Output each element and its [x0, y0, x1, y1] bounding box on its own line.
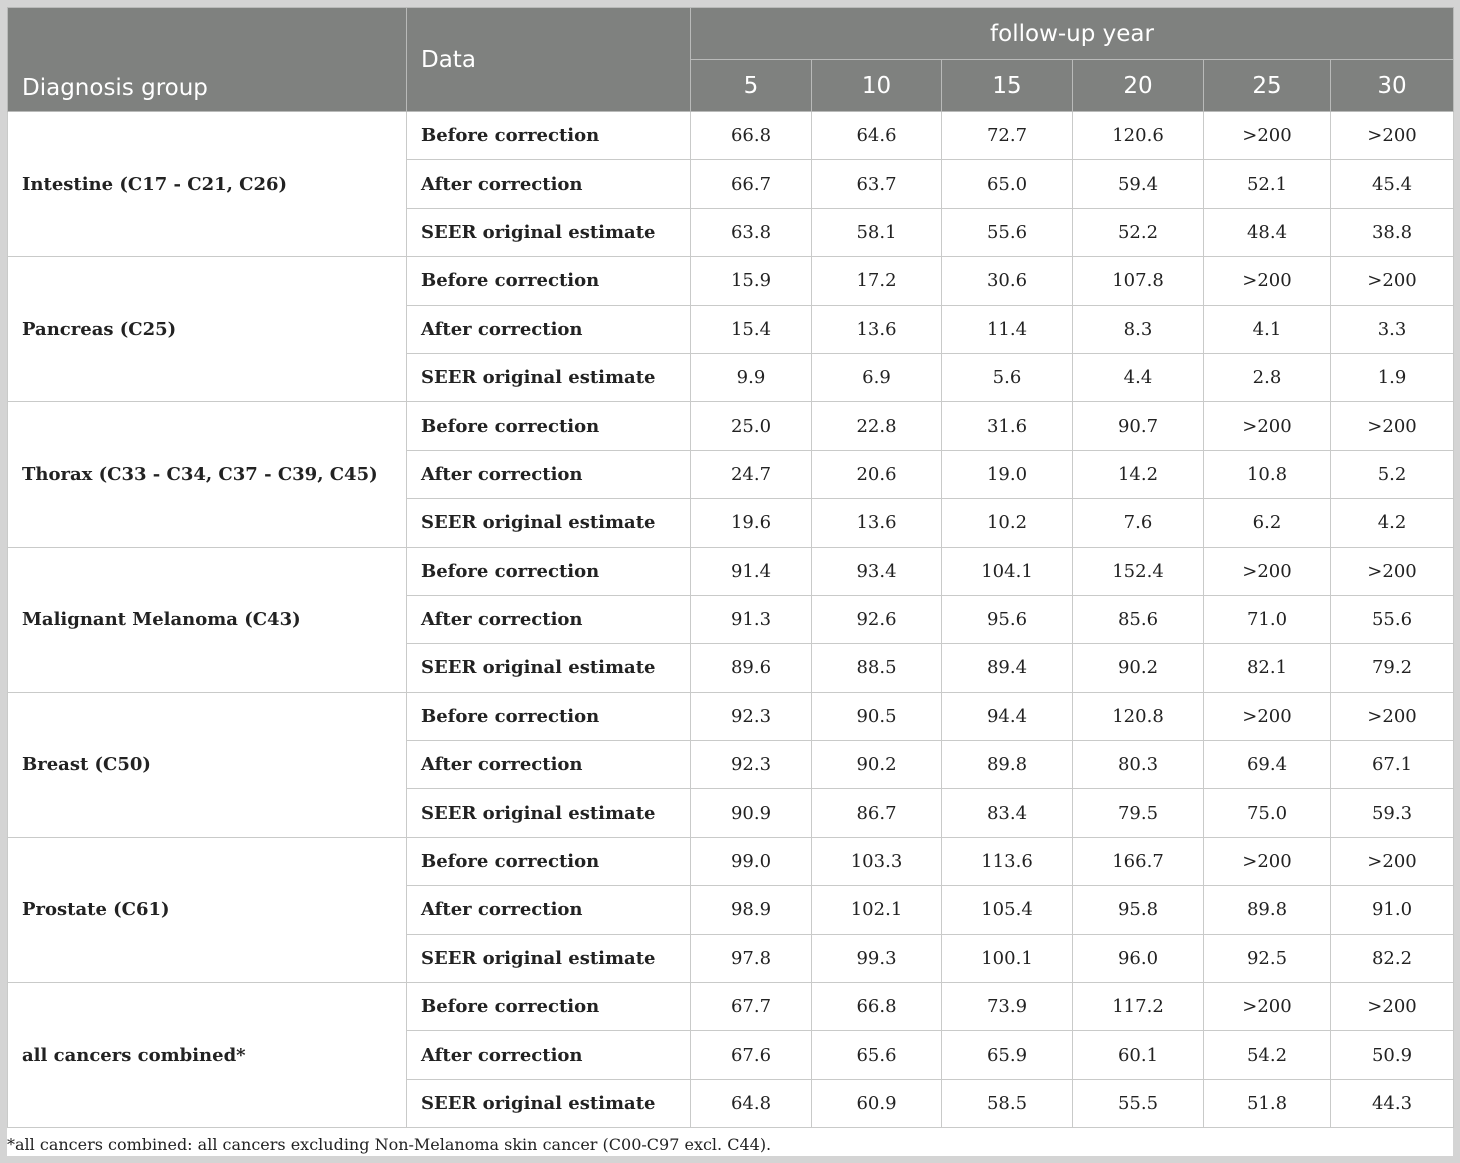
value-cell: 66.8: [691, 112, 812, 160]
value-cell: 8.3: [1073, 305, 1204, 353]
value-cell: 19.0: [942, 450, 1073, 498]
value-cell: >200: [1204, 983, 1331, 1031]
header-year: 30: [1331, 60, 1454, 112]
value-cell: 94.4: [942, 692, 1073, 740]
data-label-cell: Before correction: [407, 692, 691, 740]
value-cell: 59.4: [1073, 160, 1204, 208]
value-cell: >200: [1331, 257, 1454, 305]
survival-table: [7, 7, 1454, 1128]
data-label-cell: SEER original estimate: [407, 499, 691, 547]
value-cell: 71.0: [1204, 595, 1331, 643]
diagnosis-group-cell: Intestine (C17 - C21, C26): [8, 112, 407, 257]
value-cell: 92.3: [691, 692, 812, 740]
data-label-cell: After correction: [407, 305, 691, 353]
value-cell: 11.4: [942, 305, 1073, 353]
value-cell: 91.0: [1331, 886, 1454, 934]
data-label-cell: SEER original estimate: [407, 1079, 691, 1127]
value-cell: 2.8: [1204, 353, 1331, 401]
value-cell: >200: [1331, 983, 1454, 1031]
table-row: [8, 983, 1454, 1031]
value-cell: 83.4: [942, 789, 1073, 837]
value-cell: 69.4: [1204, 741, 1331, 789]
value-cell: 60.9: [812, 1079, 942, 1127]
value-cell: 59.3: [1331, 789, 1454, 837]
data-label-cell: SEER original estimate: [407, 353, 691, 401]
header-year: 15: [942, 60, 1073, 112]
value-cell: 52.1: [1204, 160, 1331, 208]
data-label-cell: Before correction: [407, 257, 691, 305]
value-cell: >200: [1204, 692, 1331, 740]
value-cell: 17.2: [812, 257, 942, 305]
value-cell: >200: [1204, 402, 1331, 450]
value-cell: 75.0: [1204, 789, 1331, 837]
header-year: 20: [1073, 60, 1204, 112]
value-cell: 22.8: [812, 402, 942, 450]
value-cell: 90.9: [691, 789, 812, 837]
value-cell: 92.6: [812, 595, 942, 643]
value-cell: 4.2: [1331, 499, 1454, 547]
data-label-cell: SEER original estimate: [407, 644, 691, 692]
header-year: 10: [812, 60, 942, 112]
value-cell: 89.4: [942, 644, 1073, 692]
value-cell: 10.2: [942, 499, 1073, 547]
value-cell: 67.6: [691, 1031, 812, 1079]
data-label-cell: Before correction: [407, 402, 691, 450]
value-cell: 99.3: [812, 934, 942, 982]
value-cell: 38.8: [1331, 208, 1454, 256]
value-cell: 97.8: [691, 934, 812, 982]
value-cell: 52.2: [1073, 208, 1204, 256]
value-cell: 25.0: [691, 402, 812, 450]
value-cell: 105.4: [942, 886, 1073, 934]
data-label-cell: Before correction: [407, 837, 691, 885]
value-cell: 63.7: [812, 160, 942, 208]
data-label-cell: After correction: [407, 741, 691, 789]
value-cell: 1.9: [1331, 353, 1454, 401]
value-cell: 30.6: [942, 257, 1073, 305]
value-cell: 58.5: [942, 1079, 1073, 1127]
value-cell: 95.6: [942, 595, 1073, 643]
value-cell: 15.9: [691, 257, 812, 305]
value-cell: 4.4: [1073, 353, 1204, 401]
value-cell: 117.2: [1073, 983, 1204, 1031]
data-label-cell: After correction: [407, 595, 691, 643]
value-cell: 113.6: [942, 837, 1073, 885]
value-cell: 55.5: [1073, 1079, 1204, 1127]
value-cell: >200: [1331, 402, 1454, 450]
data-label-cell: SEER original estimate: [407, 934, 691, 982]
value-cell: 120.6: [1073, 112, 1204, 160]
value-cell: 92.5: [1204, 934, 1331, 982]
header-year: 25: [1204, 60, 1331, 112]
value-cell: 79.2: [1331, 644, 1454, 692]
header-follow-up-year: follow-up year: [691, 8, 1454, 60]
value-cell: 54.2: [1204, 1031, 1331, 1079]
value-cell: 6.9: [812, 353, 942, 401]
value-cell: 99.0: [691, 837, 812, 885]
value-cell: 3.3: [1331, 305, 1454, 353]
data-label-cell: After correction: [407, 1031, 691, 1079]
value-cell: >200: [1331, 837, 1454, 885]
table-body: [8, 112, 1454, 1128]
value-cell: 89.8: [1204, 886, 1331, 934]
value-cell: 100.1: [942, 934, 1073, 982]
value-cell: 102.1: [812, 886, 942, 934]
table-row: [8, 547, 1454, 595]
value-cell: 90.2: [812, 741, 942, 789]
value-cell: 60.1: [1073, 1031, 1204, 1079]
value-cell: 7.6: [1073, 499, 1204, 547]
value-cell: >200: [1331, 112, 1454, 160]
table-row: [8, 402, 1454, 450]
data-label-cell: Before correction: [407, 983, 691, 1031]
table-row: [8, 257, 1454, 305]
value-cell: 89.8: [942, 741, 1073, 789]
value-cell: 103.3: [812, 837, 942, 885]
value-cell: 20.6: [812, 450, 942, 498]
value-cell: 10.8: [1204, 450, 1331, 498]
table-row: [8, 837, 1454, 885]
diagnosis-group-cell: Thorax (C33 - C34, C37 - C39, C45): [8, 402, 407, 547]
header-diagnosis-group: Diagnosis group: [8, 8, 407, 112]
value-cell: 65.9: [942, 1031, 1073, 1079]
value-cell: >200: [1204, 257, 1331, 305]
data-label-cell: After correction: [407, 886, 691, 934]
value-cell: 85.6: [1073, 595, 1204, 643]
value-cell: 107.8: [1073, 257, 1204, 305]
value-cell: 45.4: [1331, 160, 1454, 208]
value-cell: >200: [1331, 692, 1454, 740]
value-cell: 51.8: [1204, 1079, 1331, 1127]
value-cell: 58.1: [812, 208, 942, 256]
value-cell: >200: [1331, 547, 1454, 595]
value-cell: >200: [1204, 837, 1331, 885]
value-cell: 120.8: [1073, 692, 1204, 740]
value-cell: >200: [1204, 547, 1331, 595]
diagnosis-group-cell: Prostate (C61): [8, 837, 407, 982]
data-label-cell: After correction: [407, 160, 691, 208]
data-label-cell: SEER original estimate: [407, 789, 691, 837]
value-cell: 166.7: [1073, 837, 1204, 885]
table-frame: [7, 7, 1453, 1156]
value-cell: 65.6: [812, 1031, 942, 1079]
value-cell: 63.8: [691, 208, 812, 256]
value-cell: 50.9: [1331, 1031, 1454, 1079]
value-cell: 82.2: [1331, 934, 1454, 982]
diagnosis-group-cell: all cancers combined*: [8, 983, 407, 1128]
value-cell: 93.4: [812, 547, 942, 595]
value-cell: 90.2: [1073, 644, 1204, 692]
value-cell: 64.8: [691, 1079, 812, 1127]
footnote: *all cancers combined: all cancers excluding Non-Melanoma skin cancer (C00-C97 excl. C44).: [7, 1135, 772, 1155]
data-label-cell: After correction: [407, 450, 691, 498]
value-cell: 152.4: [1073, 547, 1204, 595]
value-cell: 44.3: [1331, 1079, 1454, 1127]
header-year: 5: [691, 60, 812, 112]
value-cell: 13.6: [812, 305, 942, 353]
value-cell: 48.4: [1204, 208, 1331, 256]
value-cell: 66.8: [812, 983, 942, 1031]
value-cell: 95.8: [1073, 886, 1204, 934]
value-cell: 15.4: [691, 305, 812, 353]
value-cell: 9.9: [691, 353, 812, 401]
value-cell: 6.2: [1204, 499, 1331, 547]
value-cell: 86.7: [812, 789, 942, 837]
value-cell: 104.1: [942, 547, 1073, 595]
table-header: [8, 8, 1454, 112]
value-cell: 96.0: [1073, 934, 1204, 982]
value-cell: 98.9: [691, 886, 812, 934]
data-label-cell: Before correction: [407, 112, 691, 160]
value-cell: 82.1: [1204, 644, 1331, 692]
value-cell: 67.7: [691, 983, 812, 1031]
value-cell: 92.3: [691, 741, 812, 789]
diagnosis-group-cell: Breast (C50): [8, 692, 407, 837]
diagnosis-group-cell: Malignant Melanoma (C43): [8, 547, 407, 692]
value-cell: 91.4: [691, 547, 812, 595]
value-cell: 5.2: [1331, 450, 1454, 498]
value-cell: 24.7: [691, 450, 812, 498]
table-row: [8, 112, 1454, 160]
value-cell: 55.6: [942, 208, 1073, 256]
value-cell: 65.0: [942, 160, 1073, 208]
value-cell: 91.3: [691, 595, 812, 643]
value-cell: 79.5: [1073, 789, 1204, 837]
value-cell: 31.6: [942, 402, 1073, 450]
value-cell: >200: [1204, 112, 1331, 160]
value-cell: 73.9: [942, 983, 1073, 1031]
value-cell: 66.7: [691, 160, 812, 208]
value-cell: 90.7: [1073, 402, 1204, 450]
value-cell: 80.3: [1073, 741, 1204, 789]
value-cell: 90.5: [812, 692, 942, 740]
value-cell: 4.1: [1204, 305, 1331, 353]
value-cell: 19.6: [691, 499, 812, 547]
value-cell: 13.6: [812, 499, 942, 547]
header-data: Data: [407, 8, 691, 112]
diagnosis-group-cell: Pancreas (C25): [8, 257, 407, 402]
data-label-cell: Before correction: [407, 547, 691, 595]
value-cell: 88.5: [812, 644, 942, 692]
data-label-cell: SEER original estimate: [407, 208, 691, 256]
value-cell: 64.6: [812, 112, 942, 160]
value-cell: 5.6: [942, 353, 1073, 401]
value-cell: 14.2: [1073, 450, 1204, 498]
value-cell: 72.7: [942, 112, 1073, 160]
table-row: [8, 692, 1454, 740]
value-cell: 55.6: [1331, 595, 1454, 643]
value-cell: 67.1: [1331, 741, 1454, 789]
value-cell: 89.6: [691, 644, 812, 692]
